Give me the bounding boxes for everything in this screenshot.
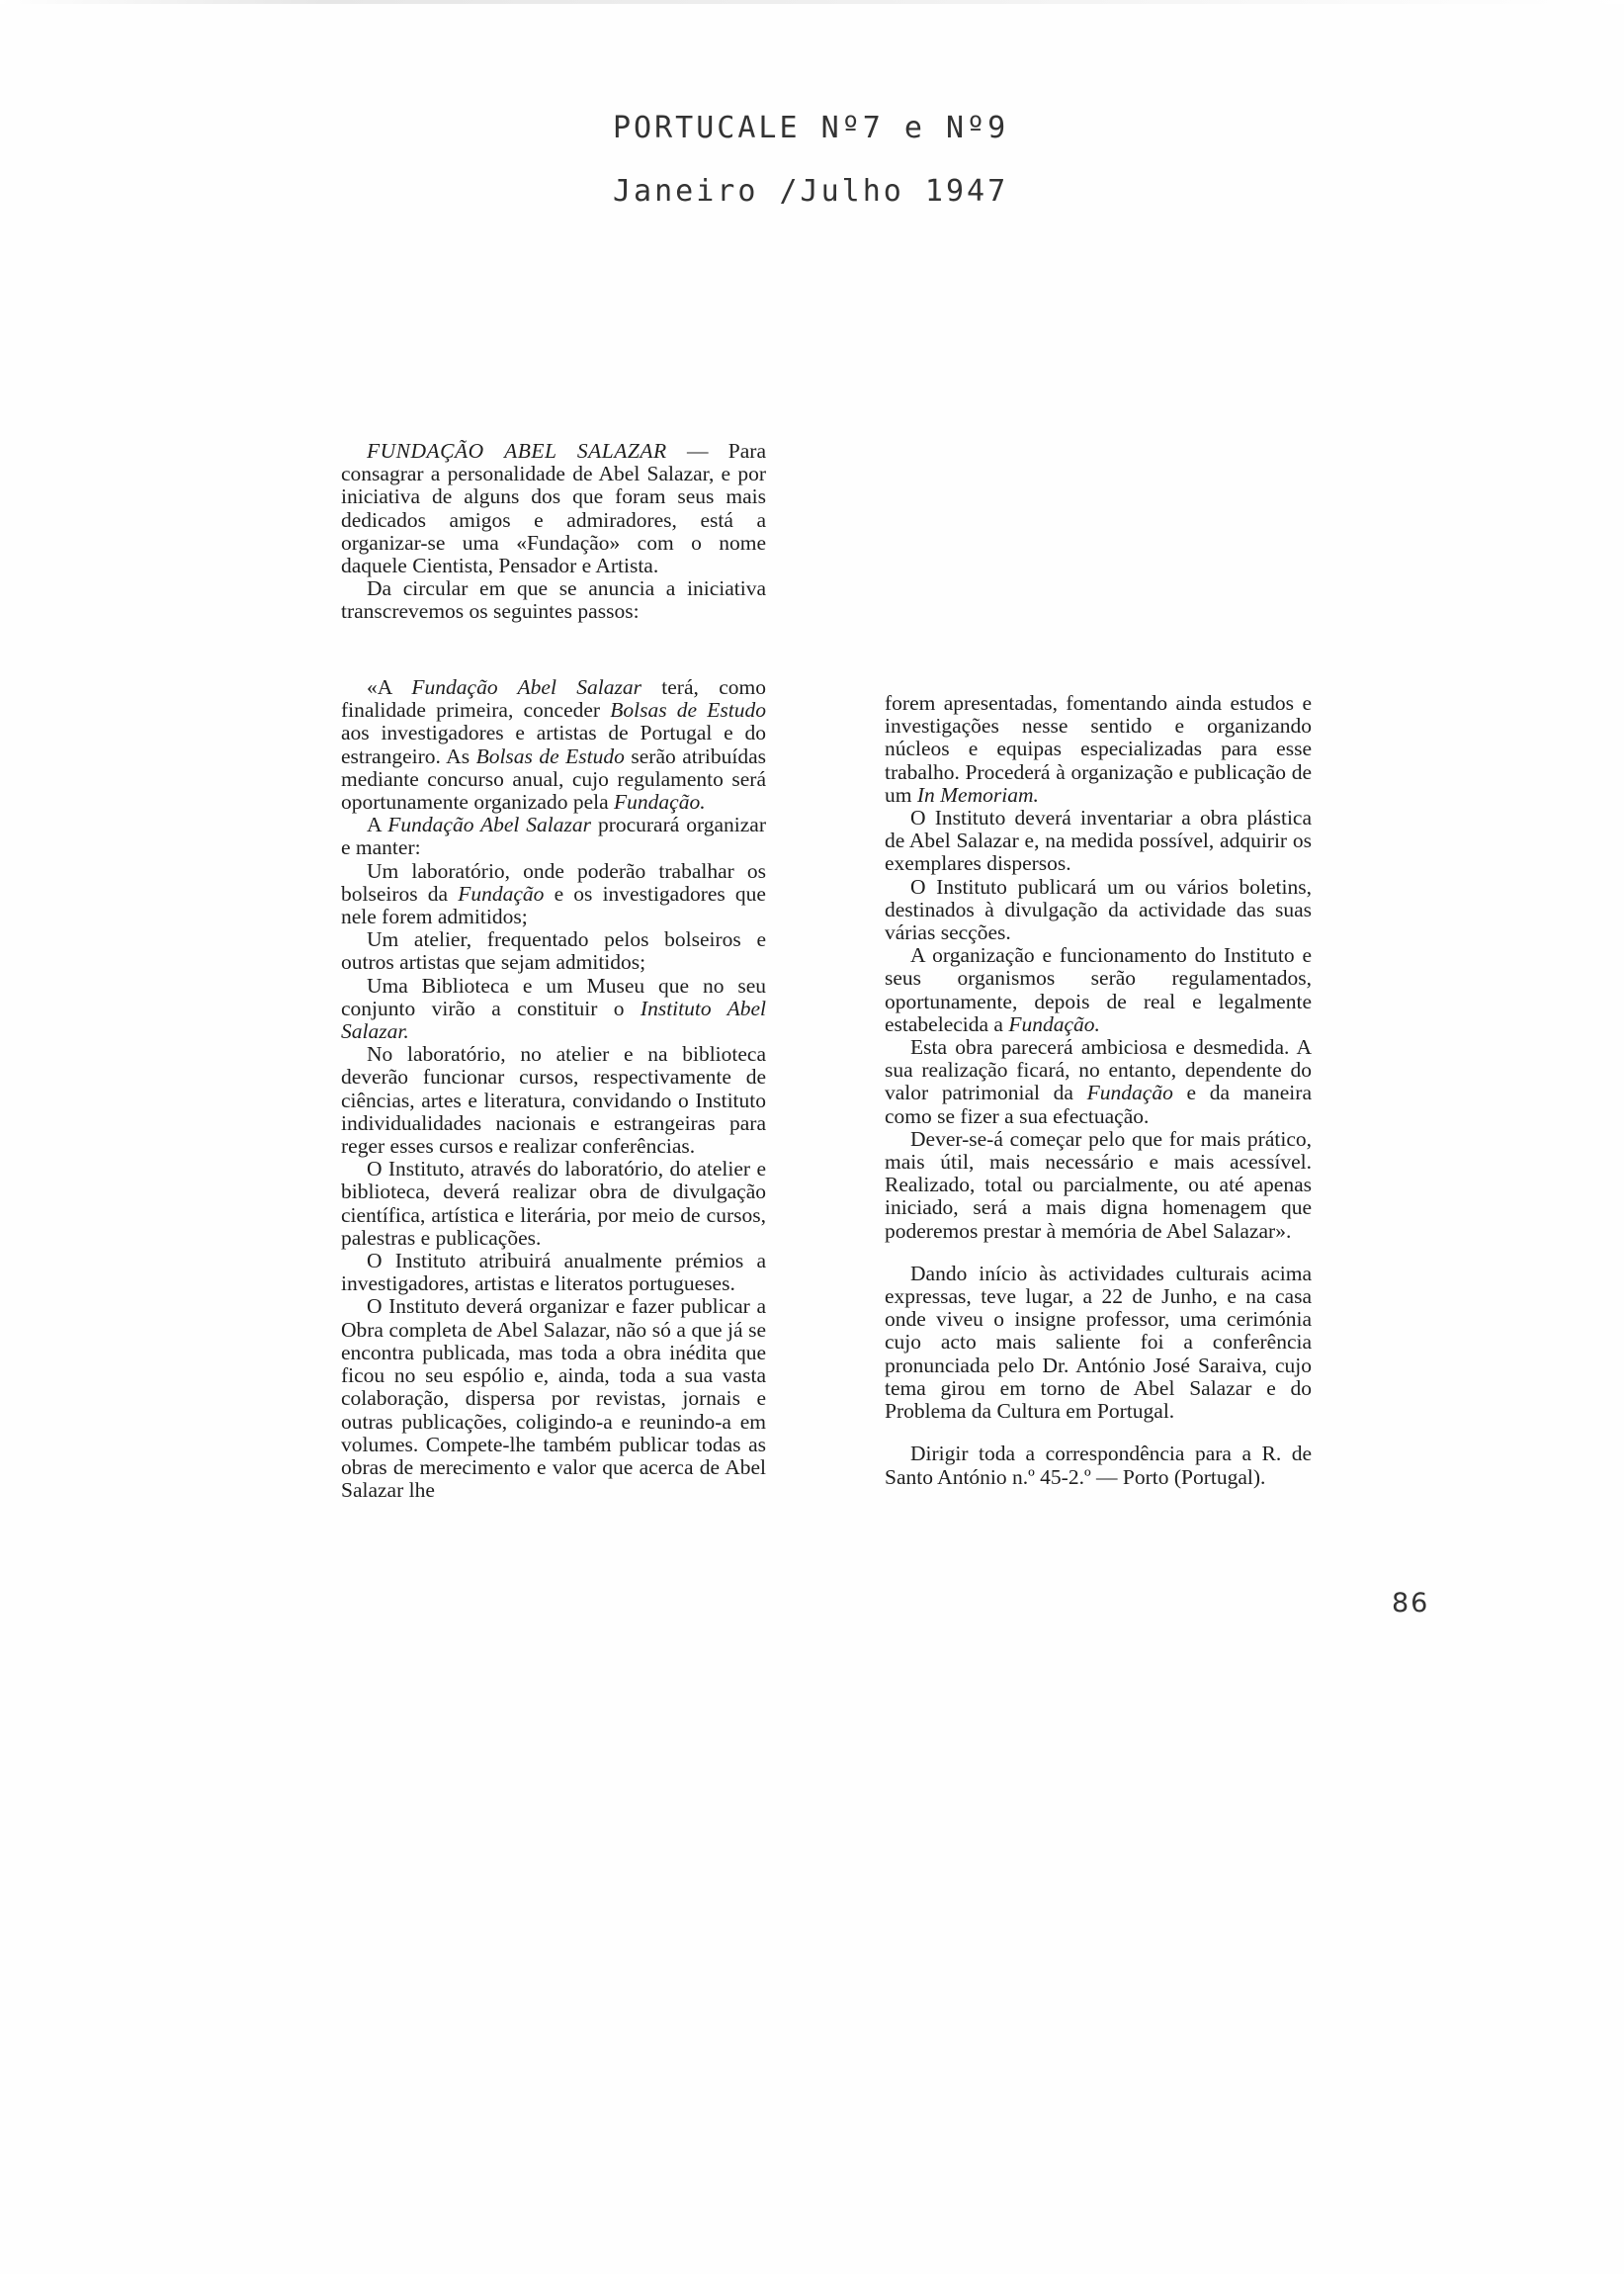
text-run: terá, como finalidade primeira, conceder <box>341 675 766 723</box>
paragraph: No laboratório, no atelier e na biblioteca deverão funcionar cursos, respectivamente de ciências, artes e literatura, convidando o Instituto individualidades nacionais e estrangeiras para reger esses cursos e realizar conferências. <box>341 1042 766 1159</box>
article-heading: FUNDAÇÃO ABEL SALAZAR <box>367 439 667 463</box>
correspondence-note: Dirigir toda a correspondência para a R. de Santo António n.º 45-2.º — Porto (Portugal). <box>885 1442 1312 1489</box>
text-run: Um laboratório, onde poderão trabalhar os bolseiros da <box>341 858 766 906</box>
text-run: Esta obra parecerá ambiciosa e desmedida. A sua realização ficará, no entanto, dependente do valor patrimonial da <box>885 1035 1312 1105</box>
paragraph: Dever-se-á começar pelo que for mais prático, mais útil, mais necessário e mais acessível. Realizado, total ou parcialmente, ou até apenas iniciado, será a mais digna homenagem que poderemos prestar à memória de Abel Salazar». <box>885 1126 1312 1243</box>
article-left-column <box>341 676 766 1502</box>
text-run: procurará organizar e manter: <box>341 813 766 860</box>
text-run: forem apresentadas, fomentando ainda estudos e investigações nesse sentido e organizando núcleos e equipas especializadas para esse trabalho. Procederá à organização e publicação de um <box>885 691 1312 807</box>
article-right-column <box>885 692 1312 1489</box>
text-run: Uma Biblioteca e um Museu que no seu conjunto virão a constituir o <box>341 973 766 1020</box>
page-top-edge <box>0 0 1624 4</box>
paragraph <box>885 692 1312 807</box>
intro-paragraph-2: Da circular em que se anuncia a iniciativa transcrevemos os seguintes passos: <box>341 576 766 624</box>
publication-title: PORTUCALE Nº7 e Nº9 <box>613 111 1009 145</box>
paragraph: O Instituto deverá inventariar a obra plástica de Abel Salazar e, na medida possível, adquirir os exemplares dispersos. <box>885 806 1312 876</box>
publication-date: Janeiro /Julho 1947 <box>613 174 1009 209</box>
italic-run: Bolsas de Estudo <box>475 743 625 768</box>
paragraph <box>341 814 766 859</box>
paragraph: O Instituto deverá organizar e fazer publicar a Obra completa de Abel Salazar, não só a que já se encontra publicada, mas toda a obra inédita que ficou no seu espólio e, ainda, toda a sua vasta colaboração, dispersa por revistas, jornais e outras publicações, coligindo-a e reunindo-a em volumes. Compete-lhe também publicar todas as obras de merecimento e valor que acerca de Abel Salazar lhe <box>341 1294 766 1503</box>
italic-run: In Memoriam. <box>916 782 1039 807</box>
paragraph <box>341 975 766 1044</box>
text-run: «A <box>367 675 412 699</box>
italic-run: Fundação Abel Salazar <box>387 813 592 837</box>
paragraph: Dando início às actividades culturais acima expressas, teve lugar, a 22 de Junho, e na casa onde viveu o insigne professor, uma cerimónia cujo acto mais saliente foi a conferência pronunciada pelo Dr. António José Saraiva, cujo tema girou em torno de Abel Salazar e do Problema da Cultura em Portugal. <box>885 1261 1312 1424</box>
italic-run: Fundação. <box>614 790 706 815</box>
intro-text: — Para consagrar a personalidade de Abel Salazar, e por iniciativa de alguns dos que foram seus mais dedicados amigos e admiradores, está a organizar-se uma «Fundação» com o nome daquele Cientista, Pensador e Artista. <box>341 439 767 578</box>
paragraph: O Instituto atribuirá anualmente prémios a investigadores, artistas e literatos portugueses. <box>341 1249 766 1296</box>
text-run: serão atribuídas mediante concurso anual, cujo regulamento será oportunamente organizado pela <box>341 743 766 815</box>
italic-run: Fundação Abel Salazar <box>411 675 641 699</box>
paragraph: O Instituto, através do laboratório, do atelier e biblioteca, deverá realizar obra de divulgação científica, artística e literária, por meio de cursos, palestras e publicações. <box>341 1157 766 1250</box>
paragraph <box>341 676 766 814</box>
paragraph <box>341 860 766 929</box>
text-run: A organização e funcionamento do Instituto e seus organismos serão regulamentados, oportunamente, depois de real e legalmente estabelecida a <box>885 943 1312 1036</box>
spacer <box>885 1423 1312 1443</box>
text-run: e os investigadores que nele forem admitidos; <box>341 881 766 929</box>
intro-paragraph <box>341 440 766 577</box>
italic-run: Fundação <box>458 881 545 906</box>
text-run: e da maneira como se fizer a sua efectuação. <box>885 1081 1312 1128</box>
text-run: aos investigadores e artistas de Portugal e do estrangeiro. As <box>341 721 766 768</box>
paragraph <box>885 1036 1312 1128</box>
italic-run: Fundação. <box>1008 1011 1100 1036</box>
paragraph: Um atelier, frequentado pelos bolseiros e outros artistas que sejam admitidos; <box>341 927 766 975</box>
italic-run: Fundação <box>1086 1081 1173 1105</box>
italic-run: Instituto Abel Salazar. <box>341 996 767 1044</box>
text-run: A <box>367 813 388 837</box>
page-number: 86 <box>1392 1588 1430 1618</box>
article-intro <box>341 440 766 624</box>
italic-run: Bolsas de Estudo <box>610 698 766 723</box>
paragraph: O Instituto publicará um ou vários boletins, destinados à divulgação da actividade das suas várias secções. <box>885 874 1312 945</box>
paragraph <box>885 944 1312 1036</box>
spacer <box>885 1243 1312 1263</box>
